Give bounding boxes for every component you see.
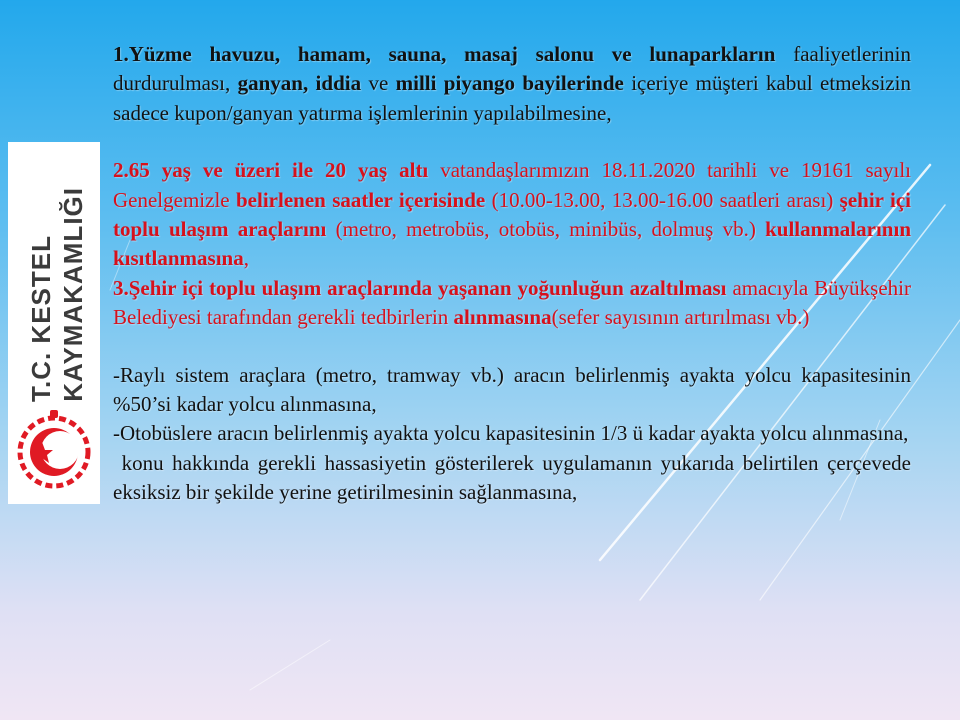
item-2-text: vatandaşlarımızın 18.11.2020 tarihli ve 19161 sayılı Genelgemizle <box>113 158 912 212</box>
bullet-2: -Otobüslere aracın belirlenmiş ayakta yolcu kapasitesinin 1/3 ü kadar ayakta yolcu alınmasına, <box>113 421 909 446</box>
item-1-heading: 1.Yüzme havuzu, hamam, sauna, masaj salonu ve lunaparkların <box>113 42 776 66</box>
item-3-text: amacıyla Büyükşehir Belediyesi tarafından gerekli tedbirlerin <box>113 275 911 330</box>
item-2-bold-2: şehir içi toplu ulaşım araçlarını <box>113 187 912 242</box>
bullet-1: -Raylı sistem araçlara (metro, tramway vb.) aracın belirlenmiş ayakta yolcu kapasitesinin %50’si kadar yolcu alınmasına, <box>113 362 911 417</box>
institution-name-line2: KAYMAKAMLIĞI <box>58 187 88 402</box>
item-2-bold-1: belirlenen saatler içerisinde <box>236 187 486 212</box>
item-3-text-2: (sefer sayısının artırılması vb.) <box>551 305 810 330</box>
item-1 <box>113 40 911 128</box>
crescent-star-emblem-icon <box>12 406 96 496</box>
item-2-text-3: (metro, metrobüs, otobüs, minibüs, dolmuş vb.) <box>326 217 766 242</box>
institution-name <box>10 162 98 402</box>
item-2-bold-3: kullanmalarının kısıtlanmasına <box>113 217 911 271</box>
item-2-heading: 2.65 yaş ve üzeri ile 20 yaş altı <box>113 158 429 183</box>
item-1-bold-1: ganyan, iddia <box>237 71 362 96</box>
bullet-3: konu hakkında gerekli hassasiyetin gösterilerek uygulamanın yukarıda belirtilen çerçevede eksiksiz bir şekilde yerine getirilmesinin sağlanmasına, <box>113 450 917 505</box>
item-3 <box>113 274 911 333</box>
item-1-text: faaliyetlerinin durdurulması, <box>113 42 912 96</box>
item-2-text-4: , <box>243 246 249 271</box>
item-3-heading: 3.Şehir içi toplu ulaşım araçlarında yaşanan yoğunluğun azaltılması <box>113 275 727 300</box>
item-1-bold-2: milli piyango bayilerinde <box>395 71 624 96</box>
item-2 <box>113 156 911 274</box>
item-3-bold: alınmasına <box>453 305 552 330</box>
item-1-text-3: içeriye müşteri kabul etmeksizin sadece kupon/ganyan yatırma işlemlerinin yapılabilmesine, <box>113 71 912 125</box>
item-2-text-2: (10.00-13.00, 13.00-16.00 saatleri arası) <box>485 187 840 212</box>
announcement-body <box>113 40 917 508</box>
item-1-text-2: ve <box>361 71 396 96</box>
institution-name-line1: T.C. KESTEL <box>26 234 56 402</box>
